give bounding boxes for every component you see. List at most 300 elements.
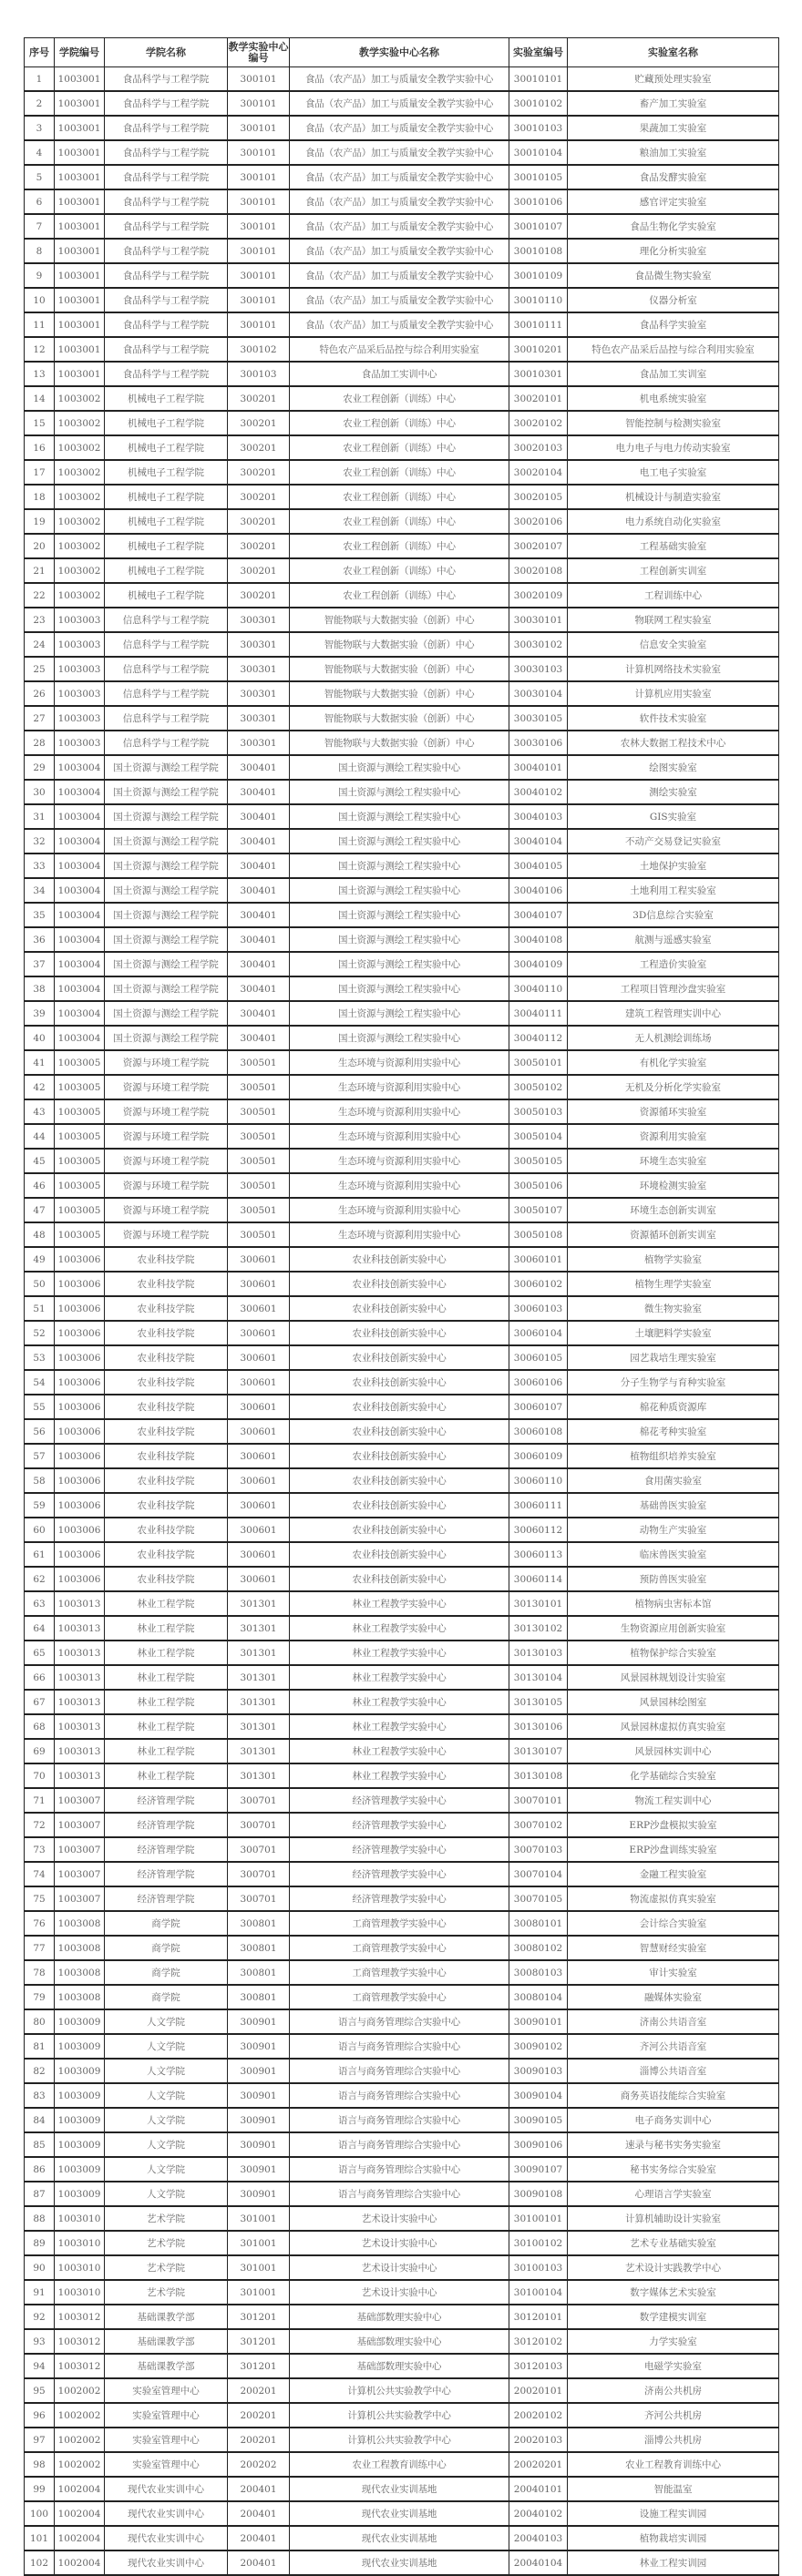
cell-college-name: 实验室管理中心: [105, 2403, 228, 2428]
cell-center-code: 300601: [228, 1542, 290, 1567]
cell-seq: 9: [25, 263, 55, 288]
table-row: [25, 657, 779, 681]
cell-lab-code: 20020103: [509, 2428, 568, 2452]
cell-seq: 87: [25, 2182, 55, 2206]
cell-lab-code: 30080103: [509, 1960, 568, 1985]
table-row: [25, 1075, 779, 1099]
header-center-code: 教学实验中心编号: [228, 38, 290, 67]
cell-lab-name: 风景园林绘图室: [568, 1690, 779, 1714]
cell-college-code: 1003001: [55, 165, 105, 189]
cell-lab-code: 30010104: [509, 140, 568, 165]
table-row: [25, 1050, 779, 1075]
cell-center-code: 300901: [228, 2108, 290, 2132]
cell-lab-code: 30050107: [509, 1198, 568, 1222]
cell-seq: 68: [25, 1714, 55, 1739]
cell-college-name: 林业工程学院: [105, 1763, 228, 1788]
cell-center-name: 智能物联与大数据实验（创新）中心: [290, 608, 509, 632]
table-row: [25, 2132, 779, 2157]
cell-college-code: 1003002: [55, 435, 105, 460]
cell-center-name: 食品加工实训中心: [290, 362, 509, 386]
cell-college-name: 食品科学与工程学院: [105, 214, 228, 239]
cell-lab-name: 环境生态创新实训室: [568, 1198, 779, 1222]
cell-college-name: 商学院: [105, 1936, 228, 1960]
cell-college-code: 1003009: [55, 2034, 105, 2059]
cell-seq: 35: [25, 903, 55, 927]
cell-seq: 31: [25, 804, 55, 829]
cell-college-name: 农业科技学院: [105, 1321, 228, 1345]
cell-college-name: 经济管理学院: [105, 1837, 228, 1862]
cell-lab-code: 30040106: [509, 878, 568, 903]
cell-lab-code: 30130105: [509, 1690, 568, 1714]
table-row: [25, 2550, 779, 2575]
cell-center-code: 300101: [228, 214, 290, 239]
cell-lab-code: 30090107: [509, 2157, 568, 2182]
cell-center-code: 300501: [228, 1198, 290, 1222]
cell-lab-name: 果蔬加工实验室: [568, 116, 779, 140]
cell-center-name: 语言与商务管理综合实验中心: [290, 2182, 509, 2206]
table-row: [25, 878, 779, 903]
cell-lab-code: 30070101: [509, 1788, 568, 1813]
cell-lab-name: 计算机辅助设计实验室: [568, 2206, 779, 2231]
cell-center-code: 300801: [228, 1985, 290, 2009]
cell-lab-code: 30100104: [509, 2280, 568, 2305]
cell-lab-name: 工程基础实验室: [568, 534, 779, 558]
cell-college-name: 机械电子工程学院: [105, 435, 228, 460]
cell-seq: 43: [25, 1099, 55, 1124]
cell-seq: 56: [25, 1419, 55, 1444]
cell-lab-name: 测绘实验室: [568, 780, 779, 804]
cell-lab-name: 无机及分析化学实验室: [568, 1075, 779, 1099]
header-college-code: 学院编号: [55, 38, 105, 67]
table-row: [25, 2403, 779, 2428]
cell-college-name: 信息科学与工程学院: [105, 608, 228, 632]
cell-lab-code: 30050102: [509, 1075, 568, 1099]
cell-lab-name: 风景园林实训中心: [568, 1739, 779, 1763]
cell-lab-code: 30100101: [509, 2206, 568, 2231]
cell-center-code: 300401: [228, 755, 290, 780]
cell-center-name: 农业工程创新（训练）中心: [290, 558, 509, 583]
cell-lab-code: 30030106: [509, 731, 568, 755]
cell-lab-code: 30080104: [509, 1985, 568, 2009]
cell-lab-code: 30090108: [509, 2182, 568, 2206]
header-seq: 序号: [25, 38, 55, 67]
cell-lab-name: 资源循环创新实训室: [568, 1222, 779, 1247]
cell-college-code: 1003001: [55, 91, 105, 116]
cell-college-code: 1003006: [55, 1419, 105, 1444]
cell-center-code: 301301: [228, 1714, 290, 1739]
cell-center-name: 食品（农产品）加工与质量安全教学实验中心: [290, 239, 509, 263]
cell-center-name: 语言与商务管理综合实验中心: [290, 2157, 509, 2182]
cell-center-name: 计算机公共实验教学中心: [290, 2378, 509, 2403]
cell-college-name: 商学院: [105, 1985, 228, 2009]
table-row: [25, 1444, 779, 1468]
cell-center-code: 300301: [228, 632, 290, 657]
cell-lab-code: 30070103: [509, 1837, 568, 1862]
cell-center-name: 计算机公共实验教学中心: [290, 2428, 509, 2452]
cell-college-code: 1003013: [55, 1616, 105, 1641]
cell-college-name: 国土资源与测绘工程学院: [105, 903, 228, 927]
cell-lab-code: 30020102: [509, 411, 568, 435]
cell-center-code: 200201: [228, 2428, 290, 2452]
cell-seq: 16: [25, 435, 55, 460]
cell-lab-name: 资源利用实验室: [568, 1124, 779, 1149]
cell-lab-code: 30010107: [509, 214, 568, 239]
cell-lab-code: 20040102: [509, 2501, 568, 2526]
cell-college-code: 1003001: [55, 337, 105, 362]
cell-center-name: 食品（农产品）加工与质量安全教学实验中心: [290, 91, 509, 116]
cell-center-code: 300301: [228, 681, 290, 706]
cell-seq: 52: [25, 1321, 55, 1345]
cell-college-name: 食品科学与工程学院: [105, 165, 228, 189]
table-row: [25, 952, 779, 976]
cell-college-name: 机械电子工程学院: [105, 411, 228, 435]
cell-lab-name: 智慧财经实验室: [568, 1936, 779, 1960]
cell-lab-name: 工程训练中心: [568, 583, 779, 608]
table-row: [25, 263, 779, 288]
cell-seq: 47: [25, 1198, 55, 1222]
cell-college-name: 人文学院: [105, 2182, 228, 2206]
cell-lab-code: 30010108: [509, 239, 568, 263]
cell-lab-name: 资源循环实验室: [568, 1099, 779, 1124]
cell-center-code: 300201: [228, 485, 290, 509]
cell-college-name: 林业工程学院: [105, 1616, 228, 1641]
cell-lab-name: 智能温室: [568, 2477, 779, 2501]
cell-seq: 10: [25, 288, 55, 312]
cell-college-name: 农业科技学院: [105, 1272, 228, 1296]
cell-center-code: 300401: [228, 1026, 290, 1050]
cell-college-code: 1003004: [55, 878, 105, 903]
cell-seq: 57: [25, 1444, 55, 1468]
cell-lab-name: 会计综合实验室: [568, 1911, 779, 1936]
cell-seq: 82: [25, 2059, 55, 2083]
cell-center-code: 300401: [228, 804, 290, 829]
cell-lab-name: 机电系统实验室: [568, 386, 779, 411]
cell-college-code: 1003008: [55, 1985, 105, 2009]
cell-college-code: 1003004: [55, 927, 105, 952]
cell-lab-name: 无人机测绘训练场: [568, 1026, 779, 1050]
cell-college-code: 1003004: [55, 854, 105, 878]
cell-lab-name: 农林大数据工程技术中心: [568, 731, 779, 755]
cell-lab-name: 生物资源应用创新实验室: [568, 1616, 779, 1641]
cell-seq: 45: [25, 1149, 55, 1173]
cell-center-name: 农业科技创新实验中心: [290, 1468, 509, 1493]
cell-seq: 21: [25, 558, 55, 583]
cell-lab-name: 电力系统自动化实验室: [568, 509, 779, 534]
table-row: [25, 91, 779, 116]
cell-college-name: 实验室管理中心: [105, 2378, 228, 2403]
cell-college-name: 基础课教学部: [105, 2305, 228, 2329]
cell-lab-name: 计算机网络技术实验室: [568, 657, 779, 681]
cell-lab-name: 分子生物学与育种实验室: [568, 1370, 779, 1395]
cell-center-code: 200401: [228, 2477, 290, 2501]
cell-college-name: 人文学院: [105, 2157, 228, 2182]
cell-college-name: 农业科技学院: [105, 1542, 228, 1567]
cell-seq: 53: [25, 1345, 55, 1370]
cell-center-code: 300301: [228, 731, 290, 755]
cell-college-code: 1003001: [55, 189, 105, 214]
cell-lab-name: 淄博公共语音室: [568, 2059, 779, 2083]
cell-college-name: 国土资源与测绘工程学院: [105, 976, 228, 1001]
cell-center-name: 经济管理教学实验中心: [290, 1813, 509, 1837]
cell-college-code: 1003003: [55, 681, 105, 706]
table-row: [25, 632, 779, 657]
table-row: [25, 2305, 779, 2329]
cell-center-name: 经济管理教学实验中心: [290, 1886, 509, 1911]
cell-center-code: 300701: [228, 1837, 290, 1862]
table-row: [25, 1198, 779, 1222]
cell-lab-code: 30040105: [509, 854, 568, 878]
cell-lab-name: 风景园林规划设计实验室: [568, 1665, 779, 1690]
cell-center-code: 301301: [228, 1616, 290, 1641]
cell-center-name: 农业工程教育训练中心: [290, 2452, 509, 2477]
cell-center-code: 300601: [228, 1296, 290, 1321]
cell-center-name: 农业工程创新（训练）中心: [290, 460, 509, 485]
cell-college-name: 信息科学与工程学院: [105, 632, 228, 657]
table-row: [25, 1936, 779, 1960]
table-row: [25, 189, 779, 214]
cell-seq: 42: [25, 1075, 55, 1099]
cell-college-code: 1003004: [55, 1001, 105, 1026]
cell-college-code: 1003009: [55, 2157, 105, 2182]
cell-center-name: 国土资源与测绘工程实验中心: [290, 755, 509, 780]
cell-seq: 36: [25, 927, 55, 952]
cell-seq: 19: [25, 509, 55, 534]
cell-lab-code: 30120102: [509, 2329, 568, 2354]
cell-seq: 99: [25, 2477, 55, 2501]
cell-center-code: 300201: [228, 386, 290, 411]
cell-college-name: 现代农业实训中心: [105, 2550, 228, 2575]
table-row: [25, 435, 779, 460]
cell-college-code: 1003010: [55, 2231, 105, 2255]
cell-lab-name: 工程造价实验室: [568, 952, 779, 976]
cell-lab-code: 30020104: [509, 460, 568, 485]
cell-lab-name: 物流虚拟仿真实验室: [568, 1886, 779, 1911]
cell-seq: 17: [25, 460, 55, 485]
cell-lab-code: 30120101: [509, 2305, 568, 2329]
cell-lab-code: 30010101: [509, 67, 568, 92]
cell-seq: 102: [25, 2550, 55, 2575]
cell-center-code: 300901: [228, 2157, 290, 2182]
cell-college-name: 人文学院: [105, 2034, 228, 2059]
cell-seq: 69: [25, 1739, 55, 1763]
cell-college-name: 农业科技学院: [105, 1247, 228, 1272]
table-row: [25, 2182, 779, 2206]
cell-center-code: 300501: [228, 1099, 290, 1124]
cell-center-code: 300901: [228, 2009, 290, 2034]
cell-college-code: 1003006: [55, 1395, 105, 1419]
cell-center-name: 生态环境与资源利用实验中心: [290, 1222, 509, 1247]
table-row: [25, 534, 779, 558]
table-row: [25, 1395, 779, 1419]
table-row: [25, 1345, 779, 1370]
cell-lab-name: 植物保护综合实验室: [568, 1641, 779, 1665]
cell-center-code: 300101: [228, 140, 290, 165]
cell-center-code: 300101: [228, 263, 290, 288]
cell-lab-name: 艺术专业基础实验室: [568, 2231, 779, 2255]
cell-center-code: 300901: [228, 2034, 290, 2059]
table-row: [25, 1296, 779, 1321]
cell-college-code: 1003002: [55, 509, 105, 534]
cell-center-code: 301201: [228, 2329, 290, 2354]
cell-seq: 91: [25, 2280, 55, 2305]
cell-college-name: 食品科学与工程学院: [105, 239, 228, 263]
cell-lab-code: 30040112: [509, 1026, 568, 1050]
cell-college-name: 信息科学与工程学院: [105, 706, 228, 731]
cell-center-name: 基础部数理实验中心: [290, 2305, 509, 2329]
cell-lab-code: 30050101: [509, 1050, 568, 1075]
cell-lab-code: 30060102: [509, 1272, 568, 1296]
table-row: [25, 509, 779, 534]
cell-seq: 41: [25, 1050, 55, 1075]
cell-lab-code: 20020102: [509, 2403, 568, 2428]
cell-college-code: 1003002: [55, 558, 105, 583]
cell-center-code: 300601: [228, 1567, 290, 1591]
cell-college-name: 食品科学与工程学院: [105, 189, 228, 214]
cell-center-code: 300601: [228, 1395, 290, 1419]
cell-center-name: 艺术设计实验中心: [290, 2255, 509, 2280]
cell-seq: 25: [25, 657, 55, 681]
cell-lab-code: 30090105: [509, 2108, 568, 2132]
cell-seq: 32: [25, 829, 55, 854]
cell-seq: 22: [25, 583, 55, 608]
table-row: [25, 214, 779, 239]
table-row: [25, 2206, 779, 2231]
cell-seq: 97: [25, 2428, 55, 2452]
cell-lab-name: 粮油加工实验室: [568, 140, 779, 165]
cell-lab-code: 30020103: [509, 435, 568, 460]
cell-seq: 64: [25, 1616, 55, 1641]
cell-center-code: 300201: [228, 411, 290, 435]
table-row: [25, 1862, 779, 1886]
cell-college-code: 1003001: [55, 116, 105, 140]
cell-college-name: 国土资源与测绘工程学院: [105, 927, 228, 952]
cell-center-code: 301301: [228, 1641, 290, 1665]
cell-seq: 4: [25, 140, 55, 165]
cell-college-name: 经济管理学院: [105, 1886, 228, 1911]
cell-lab-name: 食品微生物实验室: [568, 263, 779, 288]
cell-college-name: 国土资源与测绘工程学院: [105, 878, 228, 903]
cell-lab-name: 风景园林虚拟仿真实验室: [568, 1714, 779, 1739]
cell-lab-code: 30080101: [509, 1911, 568, 1936]
cell-center-code: 300901: [228, 2083, 290, 2108]
cell-lab-name: 土壤肥料学实验室: [568, 1321, 779, 1345]
cell-seq: 85: [25, 2132, 55, 2157]
cell-lab-code: 30070104: [509, 1862, 568, 1886]
cell-college-name: 资源与环境工程学院: [105, 1099, 228, 1124]
cell-lab-name: 动物生产实验室: [568, 1518, 779, 1542]
cell-college-code: 1003003: [55, 706, 105, 731]
cell-center-code: 200202: [228, 2452, 290, 2477]
cell-lab-code: 30130102: [509, 1616, 568, 1641]
cell-college-code: 1003002: [55, 485, 105, 509]
cell-seq: 65: [25, 1641, 55, 1665]
cell-center-code: 300201: [228, 583, 290, 608]
table-row: [25, 1690, 779, 1714]
cell-college-name: 机械电子工程学院: [105, 534, 228, 558]
cell-center-name: 农业科技创新实验中心: [290, 1419, 509, 1444]
cell-college-code: 1003004: [55, 976, 105, 1001]
cell-center-code: 300501: [228, 1050, 290, 1075]
cell-lab-code: 30040109: [509, 952, 568, 976]
cell-center-name: 食品（农产品）加工与质量安全教学实验中心: [290, 116, 509, 140]
cell-lab-code: 30130101: [509, 1591, 568, 1616]
cell-lab-name: 棉花考种实验室: [568, 1419, 779, 1444]
table-row: [25, 140, 779, 165]
cell-lab-name: 建筑工程管理实训中心: [568, 1001, 779, 1026]
cell-college-name: 农业科技学院: [105, 1468, 228, 1493]
cell-college-code: 1003001: [55, 140, 105, 165]
cell-college-code: 1003004: [55, 755, 105, 780]
cell-college-code: 1003007: [55, 1862, 105, 1886]
cell-seq: 5: [25, 165, 55, 189]
cell-college-name: 资源与环境工程学院: [105, 1173, 228, 1198]
cell-lab-name: 金融工程实验室: [568, 1862, 779, 1886]
cell-college-code: 1002004: [55, 2550, 105, 2575]
cell-lab-code: 30020109: [509, 583, 568, 608]
cell-college-code: 1003007: [55, 1886, 105, 1911]
cell-lab-name: 植物学实验室: [568, 1247, 779, 1272]
cell-college-name: 农业科技学院: [105, 1296, 228, 1321]
cell-college-code: 1003009: [55, 2009, 105, 2034]
table-header-row: [25, 38, 779, 67]
cell-center-name: 农业科技创新实验中心: [290, 1395, 509, 1419]
cell-lab-name: 力学实验室: [568, 2329, 779, 2354]
cell-center-code: 300601: [228, 1370, 290, 1395]
cell-college-code: 1003010: [55, 2206, 105, 2231]
cell-center-name: 林业工程教学实验中心: [290, 1665, 509, 1690]
cell-college-name: 经济管理学院: [105, 1813, 228, 1837]
cell-college-name: 机械电子工程学院: [105, 485, 228, 509]
cell-college-name: 艺术学院: [105, 2206, 228, 2231]
cell-college-name: 人文学院: [105, 2132, 228, 2157]
table-row: [25, 116, 779, 140]
cell-college-name: 农业科技学院: [105, 1444, 228, 1468]
cell-seq: 14: [25, 386, 55, 411]
cell-college-code: 1003010: [55, 2280, 105, 2305]
cell-college-name: 食品科学与工程学院: [105, 288, 228, 312]
cell-lab-code: 30010105: [509, 165, 568, 189]
cell-center-name: 食品（农产品）加工与质量安全教学实验中心: [290, 263, 509, 288]
cell-seq: 96: [25, 2403, 55, 2428]
cell-center-name: 生态环境与资源利用实验中心: [290, 1173, 509, 1198]
cell-center-name: 农业工程创新（训练）中心: [290, 583, 509, 608]
cell-lab-code: 30040104: [509, 829, 568, 854]
cell-lab-name: 物联网工程实验室: [568, 608, 779, 632]
cell-center-name: 工商管理教学实验中心: [290, 1936, 509, 1960]
cell-center-name: 现代农业实训基地: [290, 2501, 509, 2526]
cell-center-name: 农业科技创新实验中心: [290, 1567, 509, 1591]
cell-college-code: 1003002: [55, 534, 105, 558]
cell-college-code: 1003004: [55, 780, 105, 804]
cell-center-name: 生态环境与资源利用实验中心: [290, 1099, 509, 1124]
lab-table: [24, 37, 779, 2576]
cell-lab-name: 不动产交易登记实验室: [568, 829, 779, 854]
cell-center-code: 300401: [228, 780, 290, 804]
cell-college-name: 国土资源与测绘工程学院: [105, 780, 228, 804]
cell-lab-name: 工程项目管理沙盘实验室: [568, 976, 779, 1001]
cell-seq: 75: [25, 1886, 55, 1911]
cell-lab-code: 30040101: [509, 755, 568, 780]
cell-college-code: 1003004: [55, 952, 105, 976]
cell-seq: 84: [25, 2108, 55, 2132]
cell-lab-name: 植物生理学实验室: [568, 1272, 779, 1296]
cell-lab-name: ERP沙盘训练实验室: [568, 1837, 779, 1862]
cell-college-name: 实验室管理中心: [105, 2452, 228, 2477]
cell-center-name: 食品（农产品）加工与质量安全教学实验中心: [290, 189, 509, 214]
table-row: [25, 1591, 779, 1616]
cell-lab-name: 环境检测实验室: [568, 1173, 779, 1198]
cell-center-code: 301301: [228, 1665, 290, 1690]
